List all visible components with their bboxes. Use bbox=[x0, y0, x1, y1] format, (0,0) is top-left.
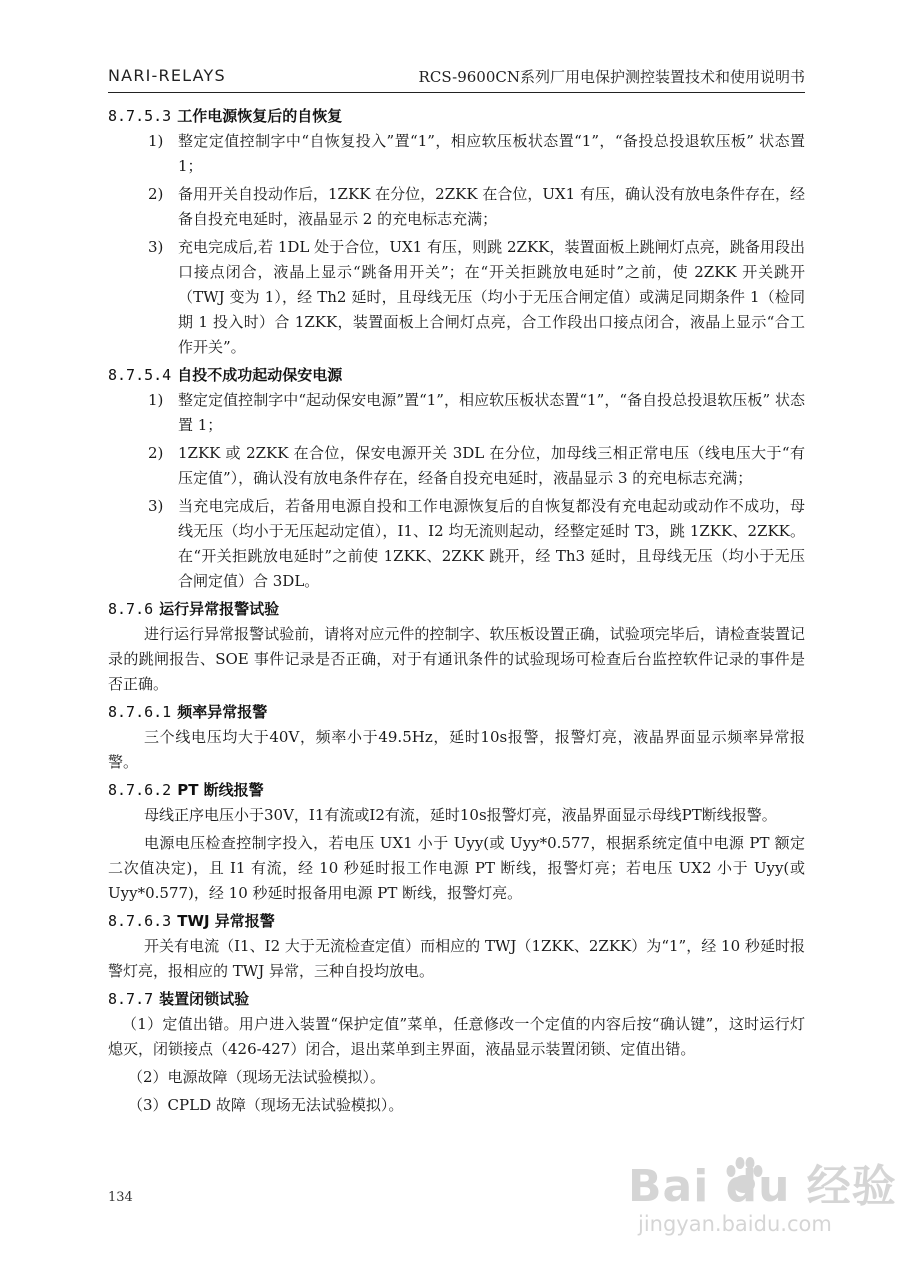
page-number: 134 bbox=[108, 1190, 133, 1205]
body-paragraph: 母线正序电压小于30V，I1有流或I2有流，延时10s报警灯亮，液晶界面显示母线PT断线报警。 bbox=[144, 806, 777, 824]
paw-icon bbox=[724, 1154, 764, 1198]
section-heading-8754: 8.7.5.4 自投不成功起动保安电源 bbox=[108, 366, 343, 384]
list-item: 3) 充电完成后,若 1DL 处于合位，UX1 有压，则跳 2ZKK，装置面板上跳闸灯点亮，跳备用段出口接点闭合，液晶上显示“跳备用开关”；在“开关拒跳放电延时”之前，使 2ZKK 开关跳开（TWJ 变为 1），经 Th2 延时，且母线无压（均小于无压合闸定值）或满足同期条件 1（检同期 1 投入时）合 1ZKK，装置面板上合闸灯点亮，合工作段出口接点闭合，液晶上显示“合工作开关”。 bbox=[148, 238, 805, 356]
section-heading-8763: 8.7.6.3 TWJ 异常报警 bbox=[108, 912, 275, 930]
section-heading-8761: 8.7.6.1 频率异常报警 bbox=[108, 703, 268, 721]
list-item: 2) 备用开关自投动作后，1ZKK 在分位，2ZKK 在合位，UX1 有压，确认没有放电条件存在，经备自投充电延时，液晶显示 2 的充电标志充满； bbox=[148, 185, 805, 228]
body-paragraph: 电源电压检查控制字投入，若电压 UX1 小于 Uyy(或 Uyy*0.577，根据系统定值中电源 PT 额定二次值决定)，且 I1 有流，经 10 秒延时报工作电源 PT 断线，报警灯亮；若电压 UX2 小于 Uyy(或 Uyy*0.577)，经 10 秒延时报备用电源 PT 断线，报警灯亮。 bbox=[108, 834, 805, 902]
brand-name: NARI-RELAYS bbox=[108, 66, 226, 85]
body-paragraph: 三个线电压均大于40V，频率小于49.5Hz，延时10s报警，报警灯亮，液晶界面显示频率异常报警。 bbox=[108, 728, 805, 771]
list-item: 2) 1ZKK 或 2ZKK 在合位，保安电源开关 3DL 在分位，加母线三相正常电压（线电压大于“有压定值”），确认没有放电条件存在，经备自投充电延时，液晶显示 3 的充电标志充满； bbox=[148, 444, 805, 487]
list-item: 3) 当充电完成后，若备用电源自投和工作电源恢复后的自恢复都没有充电起动或动作不成功，母线无压（均小于无压起动定值），I1、I2 均无流则起动，经整定延时 T3，跳 1ZKK、2ZKK。在“开关拒跳放电延时”之前使 1ZKK、2ZKK 跳开，经 Th3 延时，且母线无压（均小于无压合闸定值）合 3DL。 bbox=[148, 497, 805, 590]
body-paragraph: 进行运行异常报警试验前，请将对应元件的控制字、软压板设置正确，试验项完毕后，请检查装置记录的跳闸报告、SOE 事件记录是否正确，对于有通讯条件的试验现场可检查后台监控软件记录的事件是否正确。 bbox=[108, 625, 805, 693]
page-content bbox=[108, 104, 805, 1121]
document-title: RCS-9600CN系列厂用电保护测控装置技术和使用说明书 bbox=[418, 68, 805, 86]
section-heading-877: 8.7.7 装置闭锁试验 bbox=[108, 990, 250, 1008]
body-paragraph: （1）定值出错。用户进入装置“保护定值”菜单，任意修改一个定值的内容后按“确认键”，这时运行灯熄灭，闭锁接点（426-427）闭合，退出菜单到主界面，液晶显示装置闭锁、定值出错。 bbox=[108, 1015, 805, 1058]
list-item: 1) 整定定值控制字中“自恢复投入”置“1”，相应软压板状态置“1”，“备投总投退软压板” 状态置 1； bbox=[148, 132, 805, 175]
watermark-logo: Bai du 经验 bbox=[628, 1161, 897, 1212]
section-heading-876: 8.7.6 运行异常报警试验 bbox=[108, 600, 280, 618]
list-item: 1) 整定定值控制字中“起动保安电源”置“1”，相应软压板状态置“1”，“备自投总投退软压板” 状态置 1； bbox=[148, 391, 805, 434]
watermark-url: jingyan.baidu.com bbox=[638, 1212, 832, 1236]
body-paragraph: 开关有电流（I1、I2 大于无流检查定值）而相应的 TWJ（1ZKK、2ZKK）为“1”，经 10 秒延时报警灯亮，报相应的 TWJ 异常，三种自投均放电。 bbox=[108, 937, 805, 980]
section-heading-8762: 8.7.6.2 PT 断线报警 bbox=[108, 781, 264, 799]
section-heading-8753: 8.7.5.3 工作电源恢复后的自恢复 bbox=[108, 107, 343, 125]
baidu-jingyan-watermark bbox=[628, 1150, 897, 1250]
body-paragraph: （2）电源故障（现场无法试验模拟）。 bbox=[128, 1068, 386, 1086]
page-header bbox=[108, 64, 805, 93]
body-paragraph: （3）CPLD 故障（现场无法试验模拟）。 bbox=[128, 1096, 404, 1114]
